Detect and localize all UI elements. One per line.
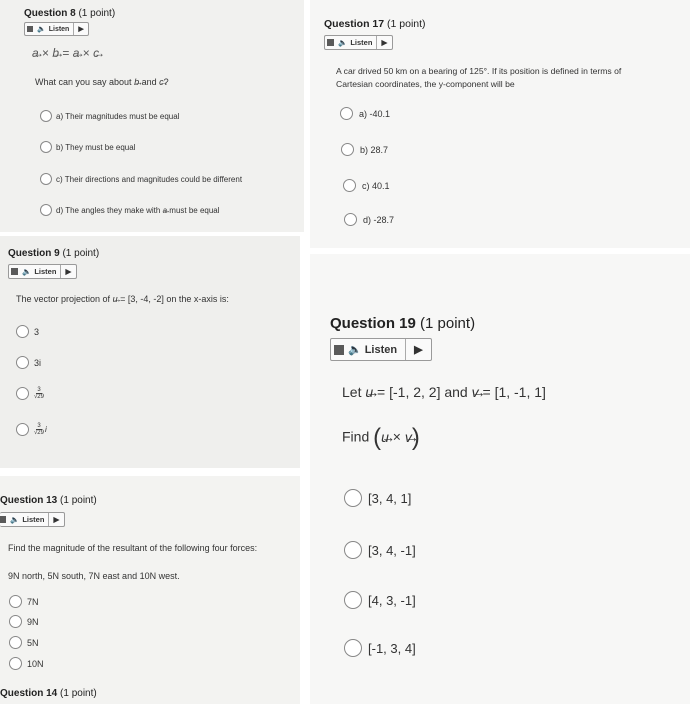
speaker-icon: 🔈 <box>338 38 348 47</box>
option-a[interactable]: a) -40.1 <box>340 107 390 120</box>
forces-text: 9N north, 5N south, 7N east and 10N west. <box>8 571 180 581</box>
radio-button[interactable] <box>344 639 362 657</box>
radio-button[interactable] <box>343 179 356 192</box>
option-4[interactable]: 10N <box>9 657 44 670</box>
question-19-panel <box>310 254 690 704</box>
radio-button[interactable] <box>16 423 29 436</box>
option-c[interactable]: c) Their directions and magnitudes could be different <box>40 173 242 185</box>
radio-button[interactable] <box>344 591 362 609</box>
question-8-title: Question 8 (1 point) <box>24 8 116 19</box>
radio-button[interactable] <box>340 107 353 120</box>
question-line-1: A car drived 50 km on a bearing of 125°. If its position is defined in terms of <box>336 66 622 76</box>
menu-icon <box>27 26 33 32</box>
radio-button[interactable] <box>9 615 22 628</box>
speaker-icon: 🔈 <box>348 344 362 356</box>
menu-icon <box>0 516 6 523</box>
question-13-panel <box>0 476 300 704</box>
question-9-title: Question 9 (1 point) <box>8 248 100 259</box>
radio-button[interactable] <box>344 541 362 559</box>
play-icon: ▶ <box>78 26 84 33</box>
option-b[interactable]: b) 28.7 <box>341 143 388 156</box>
option-2[interactable]: 9N <box>9 615 39 628</box>
question-8-panel <box>0 0 304 232</box>
menu-icon <box>334 345 344 355</box>
menu-icon <box>327 39 334 46</box>
radio-button[interactable] <box>16 387 29 400</box>
listen-button[interactable]: 🔈 Listen ▶ <box>24 22 89 36</box>
radio-button[interactable] <box>40 204 52 216</box>
question-17-panel <box>310 0 690 248</box>
question-text: The vector projection of → u = [3, -4, -2] on the x-axis is: <box>16 294 229 304</box>
question-9-panel <box>0 236 300 468</box>
menu-icon <box>11 268 18 275</box>
listen-button[interactable]: 🔈 Listen ▶ <box>0 512 65 527</box>
radio-button[interactable] <box>9 636 22 649</box>
radio-button[interactable] <box>40 110 52 122</box>
question-text: What can you say about → b and → c? <box>35 77 169 87</box>
question-line-2: Cartesian coordinates, the y-component will be <box>336 79 515 89</box>
question-13-title: Question 13 (1 point) <box>0 495 97 506</box>
play-icon: ▶ <box>381 38 388 47</box>
question-17-title: Question 17 (1 point) <box>324 18 426 30</box>
listen-button[interactable]: 🔈 Listen ▶ <box>324 35 393 50</box>
question-19-title: Question 19 (1 point) <box>330 315 476 332</box>
radio-button[interactable] <box>16 356 29 369</box>
radio-button[interactable] <box>9 595 22 608</box>
play-icon: ▶ <box>65 267 72 276</box>
radio-button[interactable] <box>40 173 52 185</box>
option-1[interactable]: 3 <box>16 325 39 338</box>
option-c[interactable]: c) 40.1 <box>343 179 390 192</box>
radio-button[interactable] <box>16 325 29 338</box>
option-1[interactable]: 7N <box>9 595 39 608</box>
option-d[interactable]: d) The angles they make with → a must be equal <box>40 204 220 216</box>
speaker-icon: 🔈 <box>37 26 46 33</box>
option-3[interactable] <box>16 387 44 400</box>
question-14-title: Question 14 (1 point) <box>0 688 97 699</box>
speaker-icon: 🔈 <box>10 515 20 524</box>
option-b[interactable]: b) They must be equal <box>40 141 135 153</box>
radio-button[interactable] <box>9 657 22 670</box>
radio-button[interactable] <box>344 213 357 226</box>
question-let: Let → u = [-1, 2, 2] and → v = [1, -1, 1] <box>342 384 546 400</box>
radio-button[interactable] <box>40 141 52 153</box>
option-d[interactable]: d) -28.7 <box>344 213 394 226</box>
play-icon: ▶ <box>414 344 423 356</box>
question-text: Find the magnitude of the resultant of the following four forces: <box>8 543 258 553</box>
listen-button[interactable]: 🔈 Listen ▶ <box>8 264 77 279</box>
equation: → a × → b = → a × → c <box>32 46 99 60</box>
radio-button[interactable] <box>344 489 362 507</box>
option-4[interactable]: [-1, 3, 4] <box>344 639 416 657</box>
option-2[interactable]: 3i <box>16 356 41 369</box>
option-1[interactable]: [3, 4, 1] <box>344 489 411 507</box>
option-4[interactable]: $\frac{3}{√29}$ i <box>16 423 47 436</box>
play-icon: ▶ <box>53 515 60 524</box>
radio-button[interactable] <box>341 143 354 156</box>
option-2[interactable]: [3, 4, -1] <box>344 541 416 559</box>
question-find: Find (→ u × → v) <box>342 424 420 452</box>
option-a[interactable]: a) Their magnitudes must be equal <box>40 110 179 122</box>
option-3[interactable]: 5N <box>9 636 39 649</box>
fraction: $\frac{3}{√29}$ <box>34 423 44 436</box>
fraction: $\frac{3}{√29}$ <box>34 387 44 400</box>
option-3[interactable]: [4, 3, -1] <box>344 591 416 609</box>
listen-button[interactable]: 🔈 Listen ▶ <box>330 338 432 361</box>
speaker-icon: 🔈 <box>22 267 32 276</box>
